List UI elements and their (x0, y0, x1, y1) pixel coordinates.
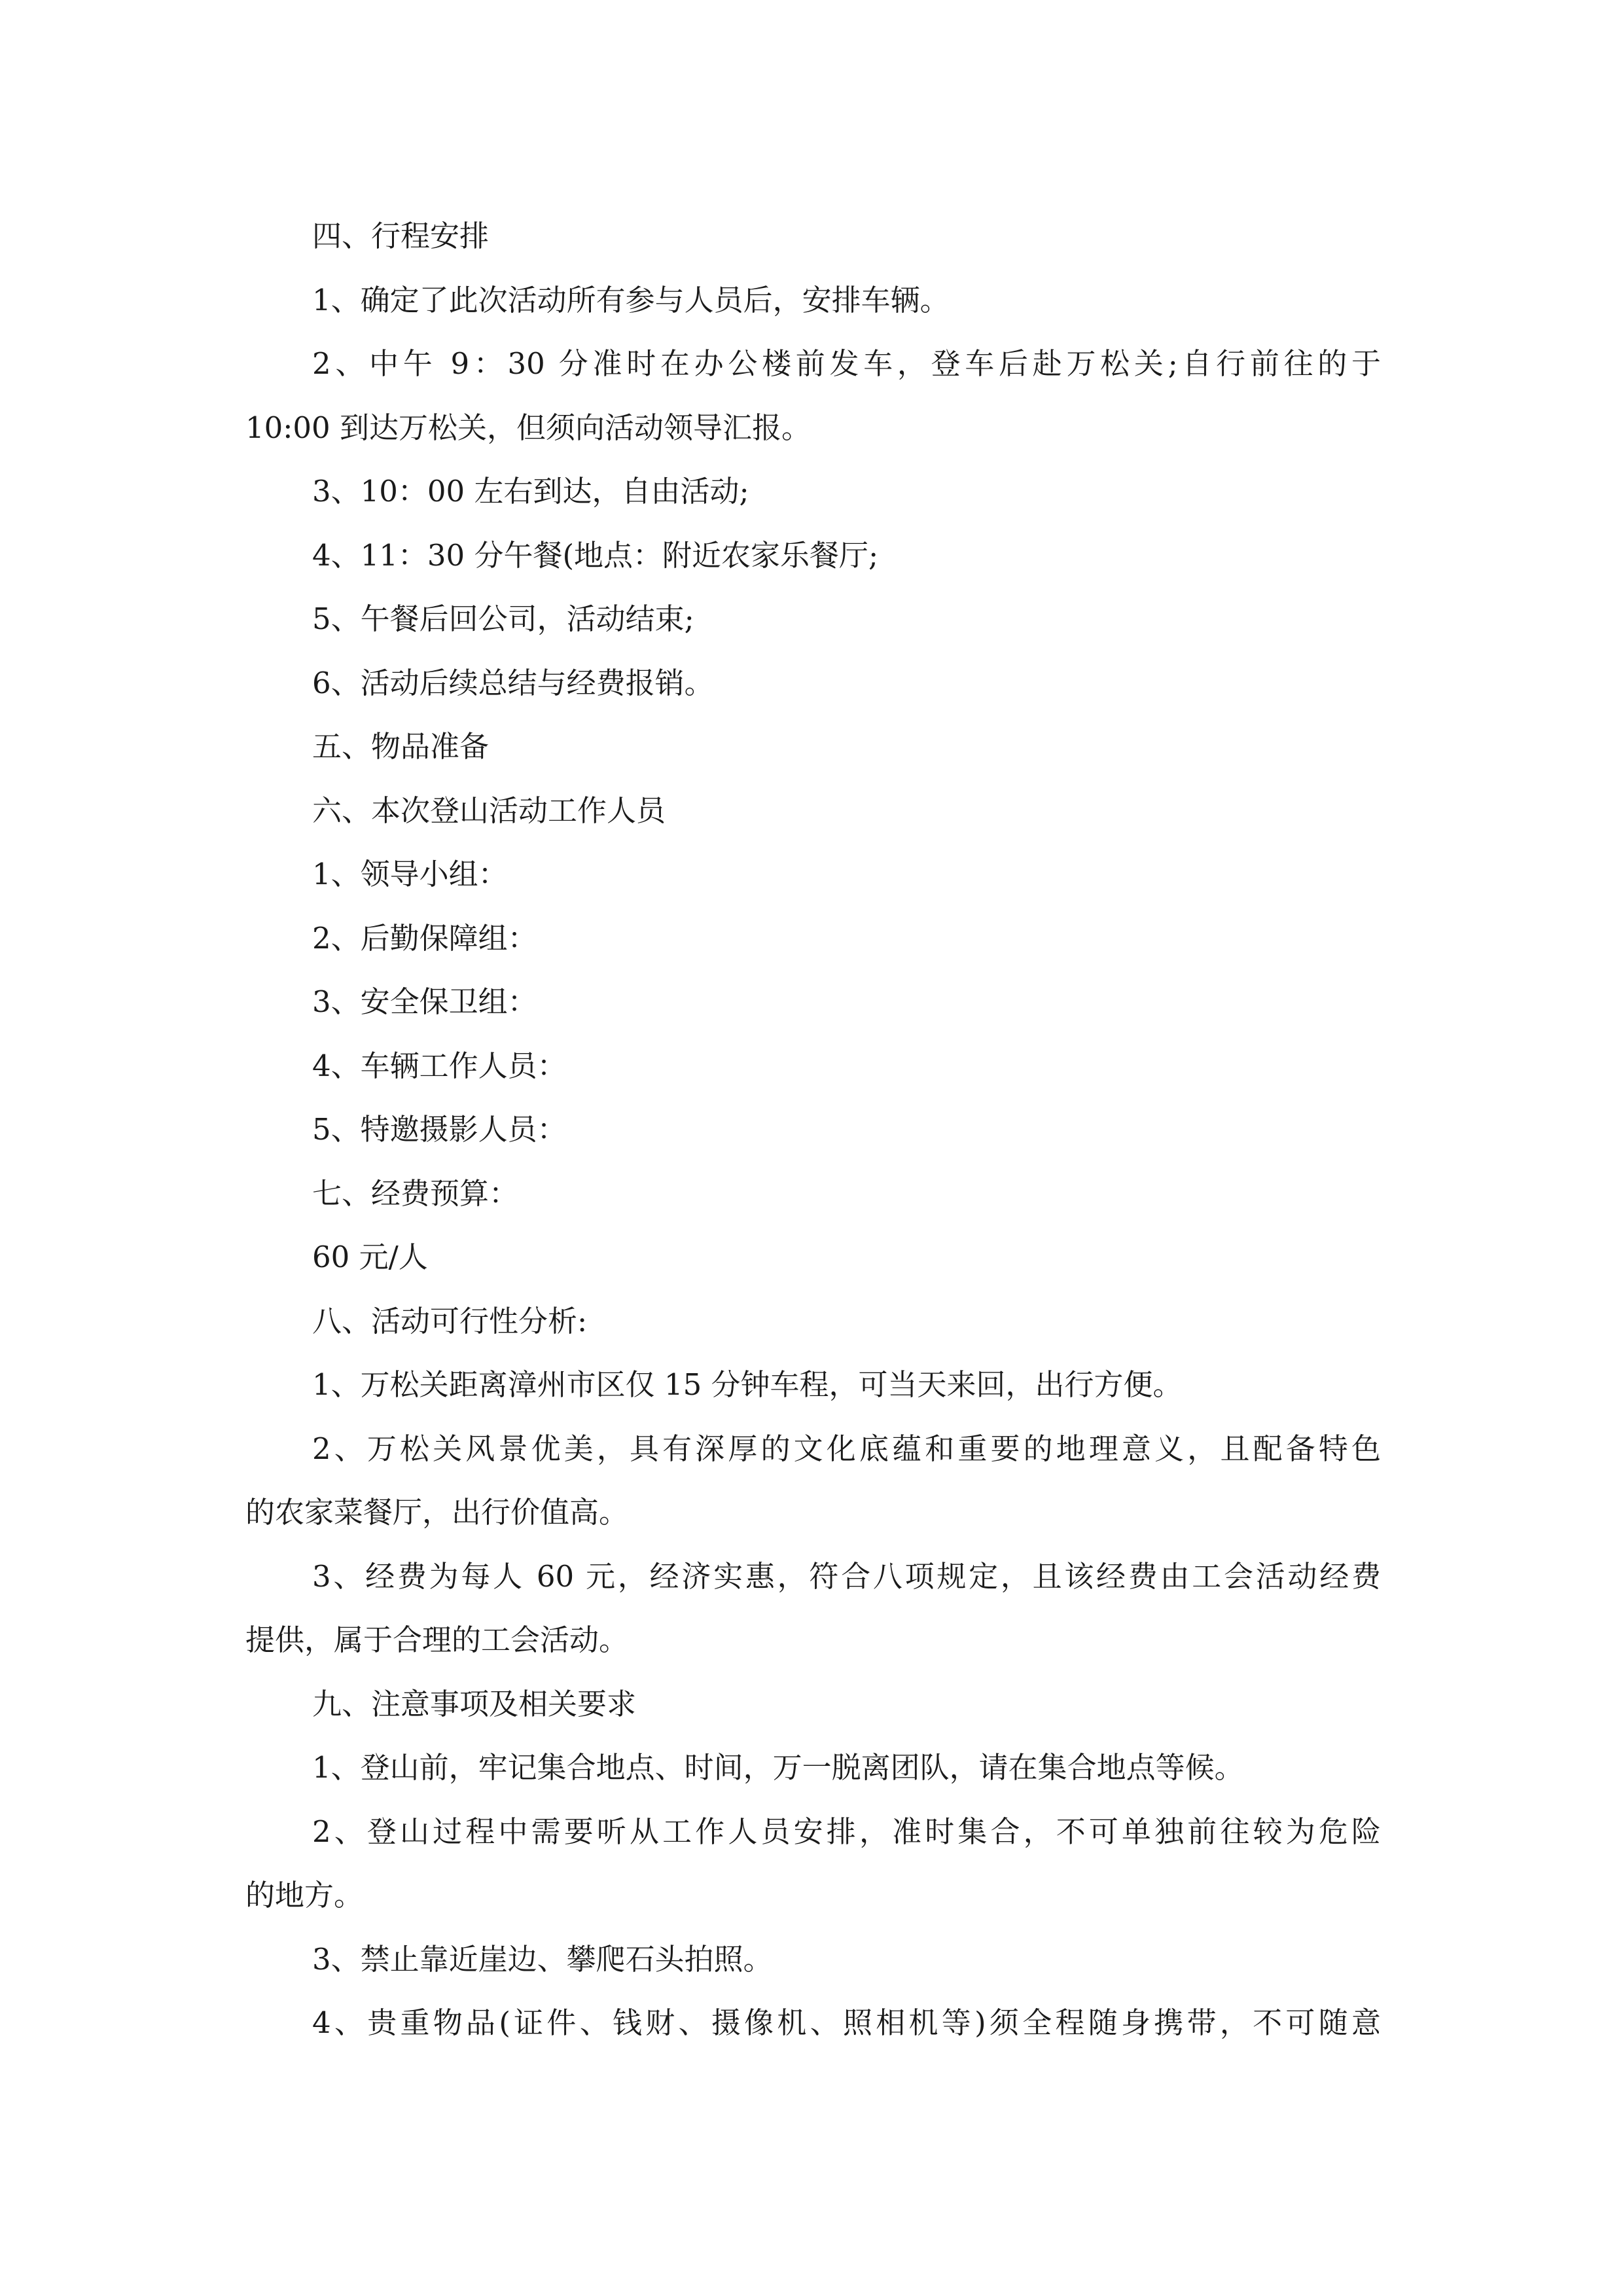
paragraph-line: 1、领导小组： (312, 857, 508, 891)
paragraph-line: 5、特邀摄影人员： (312, 1112, 567, 1147)
paragraph-line: 3、经费为每人 60 元，经济实惠，符合八项规定，且该经费由工会活动经费 (312, 1558, 1381, 1594)
paragraph-line: 的农家菜餐厅，出行价值高。 (245, 1495, 629, 1530)
section-heading-itinerary: 四、行程安排 (312, 219, 490, 253)
paragraph-line: 60 元/人 (312, 1240, 428, 1274)
paragraph-line: 的地方。 (245, 1878, 364, 1912)
paragraph-line: 1、万松关距离漳州市区仅 15 分钟车程，可当天来回，出行方便。 (312, 1367, 1183, 1402)
paragraph-line: 1、确定了此次活动所有参与人员后，安排车辆。 (312, 282, 950, 317)
paragraph-line: 2、中午 9：30 分准时在办公楼前发车，登车后赴万松关;自行前往的于 (312, 346, 1381, 381)
paragraph-line: 3、安全保卫组： (312, 984, 537, 1019)
section-heading-supplies: 五、物品准备 (312, 729, 490, 764)
section-heading-staff: 六、本次登山活动工作人员 (312, 793, 666, 828)
section-heading-budget: 七、经费预算： (312, 1175, 519, 1211)
paragraph-line: 提供，属于合理的工会活动。 (245, 1623, 629, 1657)
paragraph-line: 4、车辆工作人员： (312, 1048, 567, 1083)
paragraph-line: 4、11：30 分午餐(地点：附近农家乐餐厅; (312, 537, 879, 573)
section-heading-notes: 九、注意事项及相关要求 (312, 1686, 637, 1721)
paragraph-line: 6、活动后续总结与经费报销。 (312, 665, 714, 700)
paragraph-line: 5、午餐后回公司，活动结束; (312, 601, 694, 636)
paragraph-line: 3、禁止靠近崖边、攀爬石头拍照。 (312, 1941, 773, 1977)
paragraph-line: 10:00 到达万松关，但须向活动领导汇报。 (245, 410, 811, 445)
document-body (245, 204, 1381, 2055)
section-heading-feasibility: 八、活动可行性分析: (312, 1303, 588, 1338)
paragraph-line: 3、10：00 左右到达，自由活动; (312, 474, 749, 509)
paragraph-line: 1、登山前，牢记集合地点、时间，万一脱离团队，请在集合地点等候。 (312, 1750, 1244, 1785)
paragraph-line: 2、登山过程中需要听从工作人员安排，准时集合，不可单独前往较为危险 (312, 1814, 1381, 1849)
paragraph-line: 2、后勤保障组： (312, 920, 537, 956)
paragraph-line: 4、贵重物品(证件、钱财、摄像机、照相机等)须全程随身携带，不可随意 (312, 2005, 1381, 2040)
paragraph-line: 2、万松关风景优美，具有深厚的文化底蕴和重要的地理意义，且配备特色 (312, 1431, 1381, 1466)
